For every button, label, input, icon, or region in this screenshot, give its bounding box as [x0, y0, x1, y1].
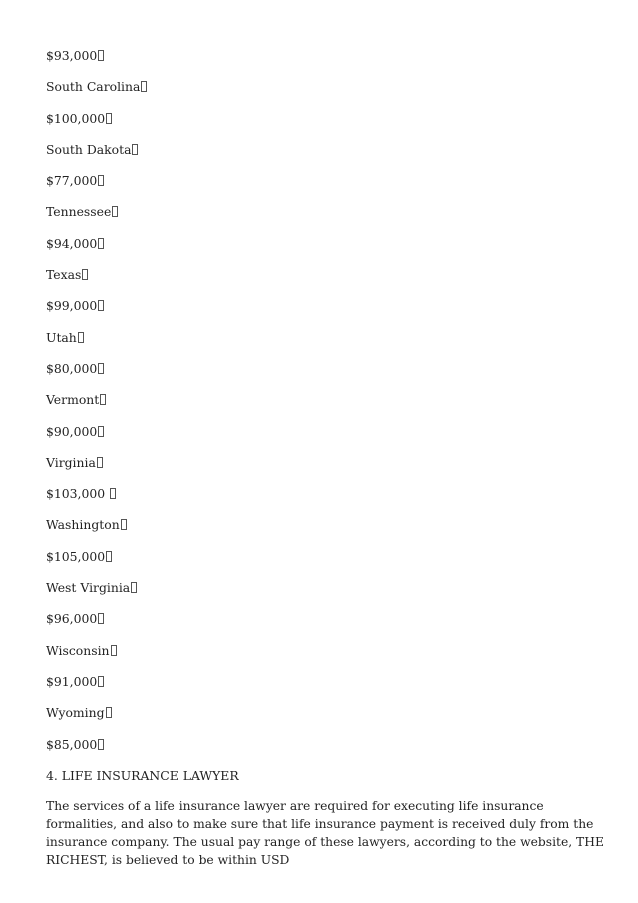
list-line — [46, 737, 606, 753]
list-line-text: Washington — [46, 517, 120, 533]
list-line — [46, 611, 606, 627]
list-line-text: South Carolina — [46, 79, 141, 95]
list-line — [46, 643, 606, 659]
document-page — [46, 48, 606, 869]
list-line-text: West Virginia — [46, 580, 131, 596]
list-line-text: Tennessee — [46, 204, 112, 220]
list-line-text: Texas — [46, 267, 82, 283]
list-line-text: $85,000 — [46, 736, 98, 752]
missing-glyph-icon — [132, 144, 138, 155]
list-line-text: South Dakota — [46, 141, 132, 157]
missing-glyph-icon — [111, 645, 117, 656]
list-line-text: $105,000 — [46, 548, 106, 564]
list-line — [46, 424, 606, 440]
list-line-text: $94,000 — [46, 235, 98, 251]
list-line — [46, 267, 606, 283]
list-line — [46, 361, 606, 377]
list-line — [46, 204, 606, 220]
list-line-text: Wisconsin — [46, 642, 110, 658]
missing-glyph-icon — [98, 739, 104, 750]
list-line-text: $100,000 — [46, 110, 106, 126]
missing-glyph-icon — [97, 457, 103, 468]
missing-glyph-icon — [106, 551, 112, 562]
list-line — [46, 455, 606, 471]
missing-glyph-icon — [121, 519, 127, 530]
missing-glyph-icon — [112, 206, 118, 217]
list-line — [46, 392, 606, 408]
list-line — [46, 111, 606, 127]
list-line — [46, 48, 606, 64]
missing-glyph-icon — [98, 300, 104, 311]
list-line-text: Utah — [46, 329, 77, 345]
missing-glyph-icon — [98, 363, 104, 374]
missing-glyph-icon — [131, 582, 137, 593]
list-line-text: $96,000 — [46, 611, 98, 627]
list-line-text: Virginia — [46, 454, 96, 470]
list-line — [46, 236, 606, 252]
missing-glyph-icon — [98, 676, 104, 687]
list-line-text: $103,000 — [46, 486, 106, 502]
list-line — [46, 142, 606, 158]
list-line — [46, 298, 606, 314]
missing-glyph-icon — [98, 238, 104, 249]
list-line-text: $99,000 — [46, 298, 98, 314]
list-line — [46, 330, 606, 346]
section-heading: 4. LIFE INSURANCE LAWYER — [46, 767, 239, 783]
list-line-text: $77,000 — [46, 173, 98, 189]
missing-glyph-icon — [98, 613, 104, 624]
missing-glyph-icon — [100, 394, 106, 405]
list-line — [46, 580, 606, 596]
list-line — [46, 674, 606, 690]
missing-glyph-icon — [98, 175, 104, 186]
salary-list — [46, 48, 606, 753]
missing-glyph-icon — [106, 113, 112, 124]
list-line — [46, 173, 606, 189]
missing-glyph-icon — [98, 426, 104, 437]
missing-glyph-icon — [110, 488, 116, 499]
missing-glyph-icon — [106, 707, 112, 718]
list-line-text: Wyoming — [46, 705, 105, 721]
list-line-text: $80,000 — [46, 360, 98, 376]
list-line-text: $93,000 — [46, 48, 98, 63]
list-line — [46, 486, 606, 502]
list-line — [46, 79, 606, 95]
list-line — [46, 517, 606, 533]
list-line — [46, 549, 606, 565]
missing-glyph-icon — [141, 81, 147, 92]
missing-glyph-icon — [98, 50, 104, 61]
list-line-text: $90,000 — [46, 423, 98, 439]
missing-glyph-icon — [82, 269, 88, 280]
list-line-text: Vermont — [46, 392, 100, 408]
body-paragraph: The services of a life insurance lawyer are required for executing life insurance formalities, and also to make sure that life insurance payment is received duly from the insurance company. The usual pay range of these lawyers, according to the website, THE RICHEST, is believed to be within USD — [46, 798, 604, 867]
list-line — [46, 705, 606, 721]
list-line-text: $91,000 — [46, 673, 98, 689]
missing-glyph-icon — [78, 332, 84, 343]
